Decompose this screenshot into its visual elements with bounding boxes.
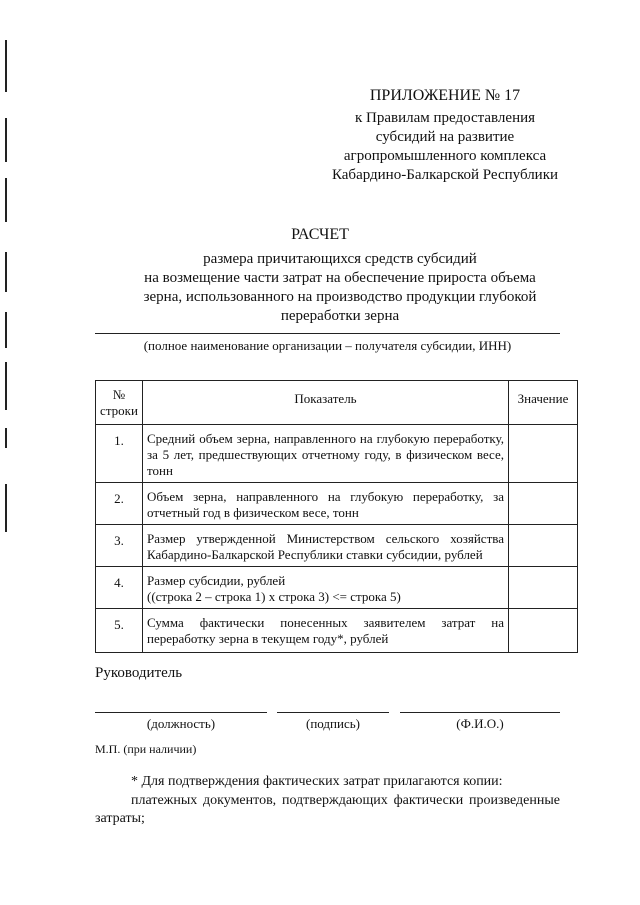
name-caption: (Ф.И.О.) [456, 716, 504, 731]
indicator-formula: ((строка 2 – строка 1) х строка 3) <= строка 5) [147, 589, 401, 604]
scan-mark [5, 118, 7, 162]
row-indicator: Сумма фактически понесенных заявителем затрат на переработку зерна в текущем году*, рублей [143, 609, 509, 653]
scan-mark [5, 178, 7, 222]
table-row [96, 567, 578, 609]
scan-mark [5, 428, 7, 448]
row-value [509, 525, 578, 567]
appendix-header [300, 86, 590, 185]
row-value [509, 567, 578, 609]
appendix-line: агропромышленного комплекса [343, 148, 547, 164]
appendix-line: к Правилам предоставления [354, 110, 536, 126]
header-value: Значение [509, 381, 578, 425]
table-row [96, 483, 578, 525]
row-indicator: Средний объем зерна, направленного на глубокую переработку, за 5 лет, предшествующих отчетному году, в физическом весе, тонн [143, 425, 509, 483]
row-indicator: Размер утвержденной Министерством сельского хозяйства Кабардино-Балкарской Республики ставки субсидии, рублей [143, 525, 509, 567]
row-number: 4. [96, 567, 143, 609]
row-value [509, 483, 578, 525]
table-header-row [96, 381, 578, 425]
row-number: 1. [96, 425, 143, 483]
footnote-intro: * Для подтверждения фактических затрат прилагаются копии: [131, 774, 503, 789]
signature-line [277, 712, 389, 713]
appendix-line: субсидий на развитие [375, 129, 515, 145]
appendix-number: ПРИЛОЖЕНИЕ № 17 [369, 87, 521, 104]
subtitle-line: размера причитающихся средств субсидий [203, 251, 477, 267]
subtitle-line: зерна, использованного на производство продукции глубокой [143, 289, 537, 305]
document-title: РАСЧЕТ [291, 226, 349, 243]
appendix-line: Кабардино-Балкарской Республики [331, 167, 559, 183]
position-line [95, 712, 267, 713]
indicator-line: Размер субсидии, рублей [147, 573, 286, 588]
scan-mark [5, 484, 7, 532]
signature-caption: (подпись) [306, 716, 360, 731]
scan-mark [5, 362, 7, 410]
row-indicator [143, 567, 509, 609]
scan-mark [5, 40, 7, 92]
subtitle-line: на возмещение части затрат на обеспечение прироста объема [144, 270, 536, 286]
row-value [509, 425, 578, 483]
name-line [400, 712, 560, 713]
header-row-number: № строки [96, 381, 143, 425]
organization-caption: (полное наименование организации – получателя субсидии, ИНН) [143, 338, 512, 353]
subtitle-line: переработки зерна [280, 308, 400, 324]
scan-mark [5, 312, 7, 348]
footnote-item: платежных документов, подтверждающих фактически произведенные затраты; [95, 793, 560, 826]
header-indicator: Показатель [143, 381, 509, 425]
stamp-note: М.П. (при наличии) [95, 742, 197, 756]
organization-name-line [95, 333, 560, 334]
table-row [96, 425, 578, 483]
scan-mark [5, 252, 7, 292]
row-number: 3. [96, 525, 143, 567]
table-row [96, 525, 578, 567]
calculation-table [95, 380, 578, 653]
row-number: 5. [96, 609, 143, 653]
row-number: 2. [96, 483, 143, 525]
row-indicator: Объем зерна, направленного на глубокую переработку, за отчетный год в физическом весе, тонн [143, 483, 509, 525]
row-value [509, 609, 578, 653]
document-subtitle [120, 250, 560, 326]
position-caption: (должность) [146, 716, 216, 731]
leader-label: Руководитель [95, 665, 183, 681]
table-row [96, 609, 578, 653]
